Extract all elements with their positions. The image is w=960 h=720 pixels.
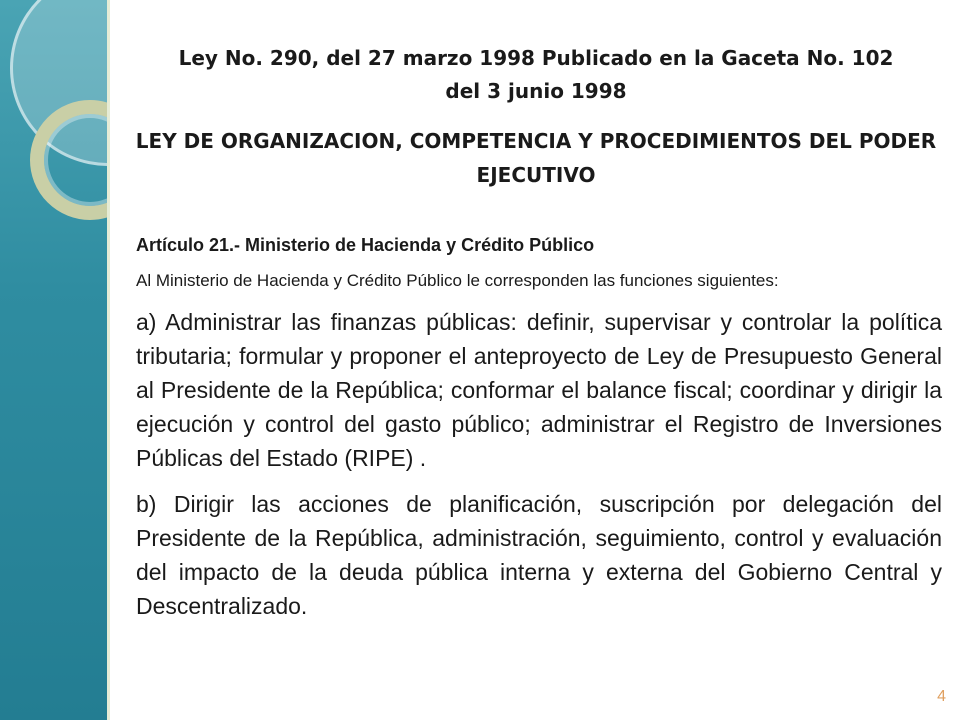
article-intro: Al Ministerio de Hacienda y Crédito Público le corresponden las funciones siguientes: [136,271,779,290]
slide-content [130,0,942,720]
sidebar-divider [107,0,110,720]
page-number: 4 [937,688,946,705]
article-paragraph-b: b) Dirigir las acciones de planificación, suscripción por delegación del Presidente de la República, administración, seguimiento, control y evaluación del impacto de la deuda pública interna y externa del Gobierno Central y Descentralizado. [136,491,942,619]
law-title: LEY DE ORGANIZACION, COMPETENCIA Y PROCEDIMIENTOS DEL PODER EJECUTIVO [135,129,937,187]
article-paragraph-a: a) Administrar las finanzas públicas: definir, supervisar y controlar la política tributaria; formular y proponer el anteproyecto de Ley de Presupuesto General al Presidente de la República; conformar el balance fiscal; coordinar y dirigir la ejecución y control del gasto público; administrar el Registro de Inversiones Públicas del Estado (RIPE) . [136,309,942,471]
decorative-sidebar [0,0,107,720]
article-heading: Artículo 21.- Ministerio de Hacienda y Crédito Público [136,235,595,255]
publication-line: Ley No. 290, del 27 marzo 1998 Publicado en la Gaceta No. 102 del 3 junio 1998 [178,46,894,103]
